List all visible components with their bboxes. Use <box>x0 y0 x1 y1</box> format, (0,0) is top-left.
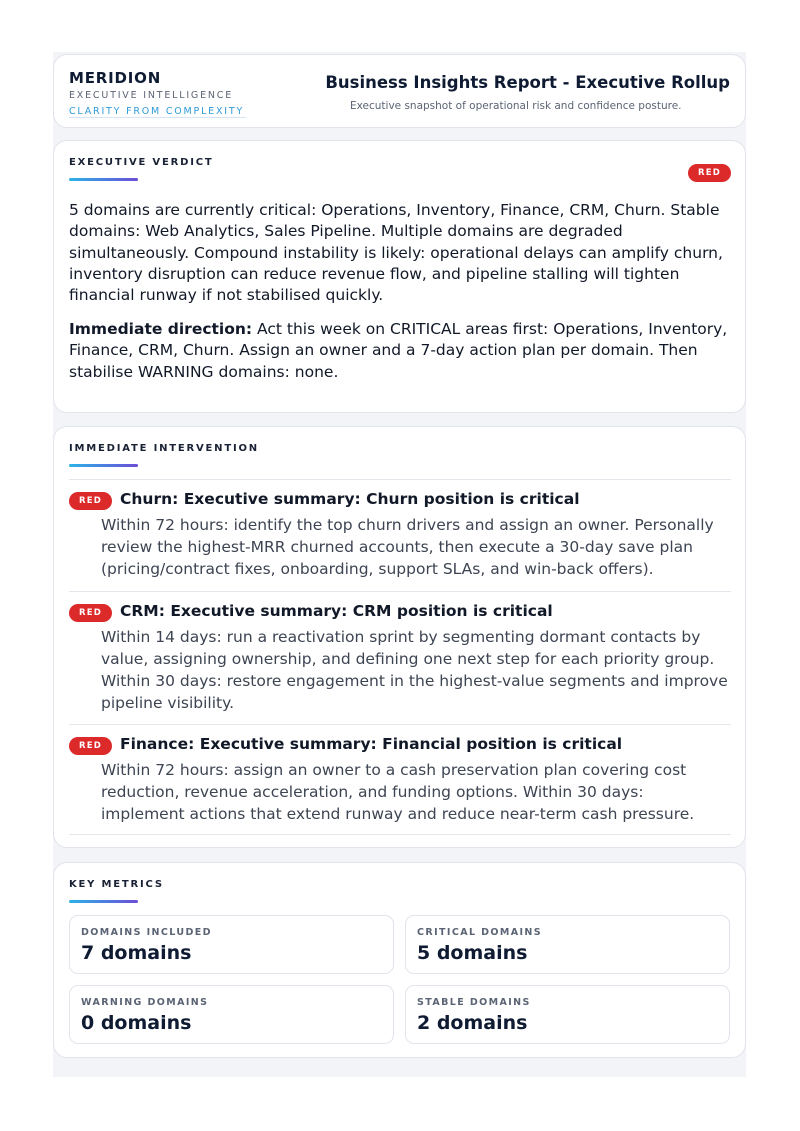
immediate-intervention-card <box>53 426 746 848</box>
key-metrics-card <box>53 862 746 1058</box>
status-badge: RED <box>69 737 112 755</box>
report-page <box>53 52 746 1077</box>
metric-warning-domains <box>69 985 394 1044</box>
intervention-title: Finance: Executive summary: Financial position is critical <box>120 735 623 753</box>
intervention-body: Within 72 hours: identify the top churn drivers and assign an owner. Personally review the highest-MRR churned accounts, then execute a 30-day save plan (pricing/contract fixes, onboarding, support SLAs, and win-back offers). <box>101 516 714 578</box>
direction-label: Immediate direction: <box>69 320 253 338</box>
brand-name: MERIDION <box>69 69 162 87</box>
status-badge: RED <box>688 164 731 182</box>
immediate-direction <box>69 319 734 383</box>
brand-tagline: CLARITY FROM COMPLEXITY <box>69 106 245 117</box>
metric-value: 2 domains <box>417 1012 528 1034</box>
metric-value: 0 domains <box>81 1012 192 1034</box>
direction-text: Act this week on CRITICAL areas first: Operations, Inventory, Finance, CRM, Churn. Assign an owner and a 7-day action plan per domain. Then stabilise WARNING domains: none. <box>69 320 728 381</box>
executive-verdict-card <box>53 140 746 413</box>
metric-stable-domains <box>405 985 730 1044</box>
report-header <box>53 54 746 128</box>
status-badge: RED <box>69 604 112 622</box>
section-title: KEY METRICS <box>69 879 164 890</box>
intervention-title: Churn: Executive summary: Churn position is critical <box>120 490 580 508</box>
section-title: EXECUTIVE VERDICT <box>69 157 214 168</box>
intervention-item-crm <box>69 591 731 724</box>
intervention-title: CRM: Executive summary: CRM position is critical <box>120 602 553 620</box>
metric-label: DOMAINS INCLUDED <box>81 927 212 938</box>
metric-value: 7 domains <box>81 942 192 964</box>
status-badge: RED <box>69 492 112 510</box>
intervention-body: Within 14 days: run a reactivation sprint by segmenting dormant contacts by value, assigning ownership, and defining one next step for each priority group. Within 30 days: restore engagement in the highest-value segments and improve pipeline visibility. <box>101 628 728 712</box>
section-title: IMMEDIATE INTERVENTION <box>69 443 259 454</box>
verdict-text: 5 domains are currently critical: Operations, Inventory, Finance, CRM, Churn. Stable domains: Web Analytics, Sales Pipeline. Multiple domains are degraded simultaneously. Compound instability is likely: operational delays can amplify churn, inventory disruption can reduce revenue flow, and pipeline stalling will tighten financial runway if not stabilised quickly. <box>69 201 723 305</box>
metric-label: WARNING DOMAINS <box>81 997 209 1008</box>
intervention-item-finance <box>69 724 731 835</box>
metric-label: STABLE DOMAINS <box>417 997 531 1008</box>
metric-critical-domains <box>405 915 730 974</box>
report-subtitle: Executive snapshot of operational risk and confidence posture. <box>350 100 682 112</box>
section-accent-bar <box>69 464 138 467</box>
intervention-item-churn <box>69 479 731 591</box>
report-title: Business Insights Report - Executive Rollup <box>325 73 730 92</box>
metric-value: 5 domains <box>417 942 528 964</box>
metric-label: CRITICAL DOMAINS <box>417 927 543 938</box>
section-accent-bar <box>69 900 138 903</box>
section-accent-bar <box>69 178 138 181</box>
metric-domains-included <box>69 915 394 974</box>
intervention-body: Within 72 hours: assign an owner to a cash preservation plan covering cost reduction, revenue acceleration, and funding options. Within 30 days: implement actions that extend runway and reduce near-term cash pressure. <box>101 761 695 823</box>
brand-subtitle: EXECUTIVE INTELLIGENCE <box>69 90 234 101</box>
